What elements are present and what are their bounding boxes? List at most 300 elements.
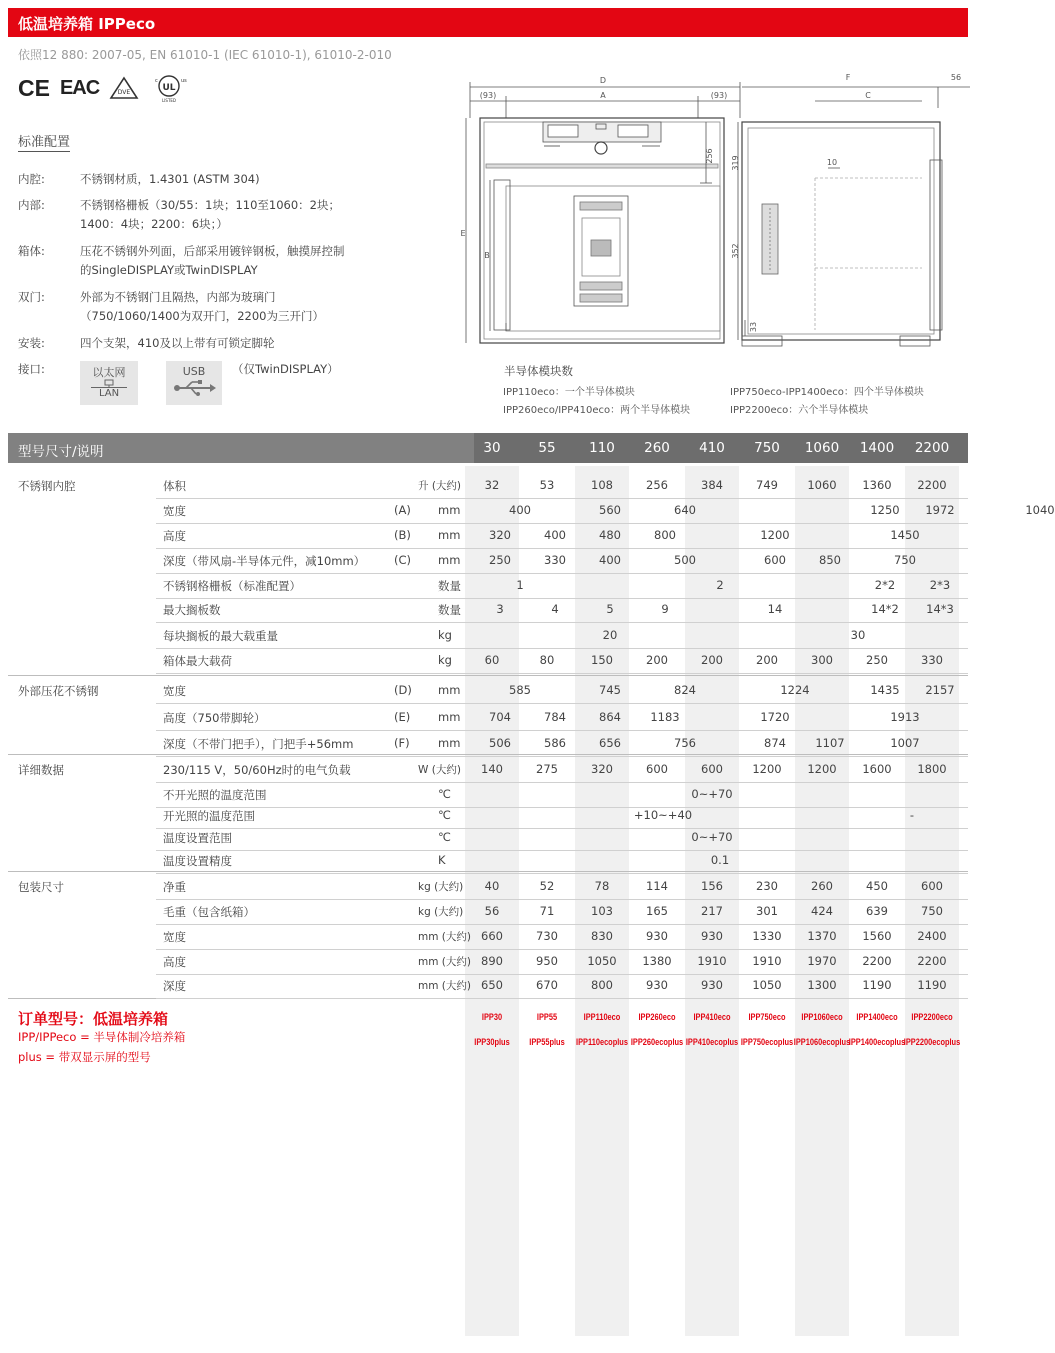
column-stripe xyxy=(465,466,519,1336)
svg-text:LISTED: LISTED xyxy=(162,98,177,103)
table-cell: 217 xyxy=(701,904,723,918)
table-cell: 384 xyxy=(701,478,723,492)
row-unit: kg (大约) xyxy=(418,906,464,918)
row-label: 高度 xyxy=(163,955,186,969)
row-unit: K xyxy=(438,853,446,867)
table-cell: 1970 xyxy=(807,954,837,968)
table-cell: 1200 xyxy=(807,762,837,776)
row-label: 开光照的温度范围 xyxy=(163,809,255,823)
network-icon xyxy=(89,380,129,388)
table-cell: 0~+70 xyxy=(691,830,733,844)
table-cell: 71 xyxy=(539,904,555,918)
table-cell: 300 xyxy=(811,653,833,667)
dimension-drawing xyxy=(460,68,970,358)
table-cell: 2200 xyxy=(917,478,947,492)
semiconductor-note: IPP750eco-IPP1400eco：四个半导体模块 xyxy=(730,387,924,398)
row-unit: mm xyxy=(438,736,461,750)
order-code: IPP2200ecoplus xyxy=(903,1037,961,1048)
table-cell: 1190 xyxy=(862,978,892,992)
lan-label: 以太网 xyxy=(92,366,126,379)
table-cell: 560 xyxy=(599,503,621,517)
table-cell: 480 xyxy=(599,528,621,542)
table-cell: 830 xyxy=(591,929,613,943)
table-cell: 640 xyxy=(674,503,696,517)
table-cell: 14 xyxy=(767,602,783,616)
table-cell: 2200 xyxy=(917,954,947,968)
row-label: 230/115 V，50/60Hz时的电气负载 xyxy=(163,763,351,777)
spec-key: 接口: xyxy=(18,362,45,376)
row-unit: ℃ xyxy=(438,808,451,822)
spec-value: 外部为不锈钢门且隔热，内部为玻璃门 xyxy=(80,290,276,304)
size-column-header: 410 xyxy=(699,440,725,456)
row-unit: ℃ xyxy=(438,830,451,844)
spec-value: 1400：4块；2200：6块；） xyxy=(80,217,228,231)
spec-value: 不锈钢材质，1.4301 (ASTM 304) xyxy=(80,172,260,186)
size-column-header: 2200 xyxy=(914,440,950,456)
order-code: IPP260ecoplus xyxy=(630,1037,684,1048)
svg-text:us: us xyxy=(181,78,187,84)
table-cell: 745 xyxy=(599,683,621,697)
table-cell: 800 xyxy=(654,528,676,542)
row-unit: mm xyxy=(438,710,461,724)
table-cell: - xyxy=(909,808,915,822)
table-cell: 1190 xyxy=(917,978,947,992)
row-code: (D) xyxy=(394,683,412,697)
table-cell: 1360 xyxy=(862,478,892,492)
table-cell: 1913 xyxy=(890,710,920,724)
table-cell: 600 xyxy=(921,879,943,893)
order-code: IPP30plus xyxy=(474,1037,510,1048)
row-divider xyxy=(156,949,968,950)
group-divider xyxy=(8,871,968,872)
row-divider xyxy=(156,598,968,599)
row-label: 箱体最大载荷 xyxy=(163,654,232,668)
order-code: IPP2200eco xyxy=(911,1012,953,1023)
size-column-header: 1400 xyxy=(859,440,895,456)
order-code: IPP110ecoplus xyxy=(576,1037,628,1048)
row-divider xyxy=(156,998,968,999)
table-cell: 1300 xyxy=(807,978,837,992)
table-cell: 1910 xyxy=(697,954,727,968)
table-cell: 1435 xyxy=(870,683,900,697)
row-divider xyxy=(156,807,968,808)
table-cell: 330 xyxy=(544,553,566,567)
table-cell: 2*2 xyxy=(874,578,896,592)
order-code: IPP30 xyxy=(481,1012,503,1023)
table-cell: 1330 xyxy=(752,929,782,943)
usb-interface-badge xyxy=(166,361,222,405)
dim-label-352: 352 xyxy=(731,243,740,259)
table-cell: 3 xyxy=(496,602,504,616)
row-unit: 升 (大约) xyxy=(418,480,462,492)
table-cell: 1720 xyxy=(760,710,790,724)
table-cell: 450 xyxy=(866,879,888,893)
table-cell: 506 xyxy=(489,736,511,750)
row-unit: kg (大约) xyxy=(418,881,464,893)
row-divider xyxy=(156,523,968,524)
size-column-header: 30 xyxy=(483,440,501,456)
dim-label-e: E xyxy=(460,229,466,238)
table-cell: 156 xyxy=(701,879,723,893)
table-cell: 1370 xyxy=(807,929,837,943)
page-title: 低温培养箱 IPPeco xyxy=(18,15,156,33)
table-cell: 424 xyxy=(811,904,833,918)
table-cell: 1560 xyxy=(862,929,892,943)
cabinet-front xyxy=(480,118,724,343)
table-cell: 930 xyxy=(646,978,668,992)
control-knob-icon xyxy=(595,142,607,154)
order-code: IPP750ecoplus xyxy=(740,1037,794,1048)
ce-mark-icon: CE xyxy=(18,74,50,101)
order-note: plus = 带双显示屏的型号 xyxy=(18,1050,151,1064)
row-label: 不开光照的温度范围 xyxy=(163,788,267,802)
size-column-header: 750 xyxy=(754,440,780,456)
certification-logos xyxy=(18,72,189,104)
spec-value: 压花不锈钢外列面，后部采用镀锌钢板，触摸屏控制 xyxy=(80,244,345,258)
table-cell: 250 xyxy=(866,653,888,667)
spec-table xyxy=(8,466,1055,1336)
row-unit: mm xyxy=(438,553,461,567)
row-unit: mm (大约) xyxy=(418,980,471,992)
table-cell: 704 xyxy=(489,710,511,724)
row-unit: kg xyxy=(438,653,452,667)
svg-text:c: c xyxy=(155,78,158,84)
group-divider xyxy=(8,754,968,755)
dim-label-33: 33 xyxy=(749,321,758,333)
title-bar xyxy=(8,8,968,37)
table-cell: 585 xyxy=(509,683,531,697)
row-unit: mm xyxy=(438,683,461,697)
row-divider xyxy=(156,730,968,731)
dim-label-right93: (93) xyxy=(710,91,728,100)
column-stripe xyxy=(575,466,629,1336)
dim-label-left93: (93) xyxy=(479,91,497,100)
spec-key: 内腔: xyxy=(18,172,45,186)
group-divider xyxy=(8,675,968,676)
group-label: 包装尺寸 xyxy=(18,880,64,894)
dim-label-c: C xyxy=(865,91,871,100)
standards-line: 依照12 880: 2007-05, EN 61010-1 (IEC 61010-1), 61010-2-010 xyxy=(18,48,392,62)
table-cell: 1910 xyxy=(752,954,782,968)
table-cell: 2157 xyxy=(925,683,955,697)
table-cell: 670 xyxy=(536,978,558,992)
row-label: 深度（带风扇-半导体元件，减10mm） xyxy=(163,554,366,568)
table-cell: 2200 xyxy=(862,954,892,968)
semiconductor-note: IPP260eco/IPP410eco：两个半导体模块 xyxy=(503,405,691,416)
table-cell: 950 xyxy=(536,954,558,968)
row-label: 深度（不带门把手），门把手+56mm xyxy=(163,737,354,751)
table-cell: 1060 xyxy=(807,478,837,492)
row-divider xyxy=(156,622,968,623)
order-code: IPP110eco xyxy=(583,1012,621,1023)
row-unit: 数量 xyxy=(438,579,461,593)
table-cell: 1380 xyxy=(642,954,672,968)
spec-key: 内部: xyxy=(18,198,45,212)
order-code: IPP260eco xyxy=(638,1012,676,1023)
table-cell: 400 xyxy=(544,528,566,542)
table-cell: 639 xyxy=(866,904,888,918)
table-cell: 750 xyxy=(894,553,916,567)
table-cell: 165 xyxy=(646,904,668,918)
table-cell: 656 xyxy=(599,736,621,750)
table-cell: 0~+70 xyxy=(691,787,733,801)
table-cell: 1050 xyxy=(587,954,617,968)
row-unit: ℃ xyxy=(438,787,451,801)
dim-label-a: A xyxy=(600,91,606,100)
table-cell: 256 xyxy=(646,478,668,492)
order-code: IPP410eco xyxy=(693,1012,731,1023)
row-unit: mm (大约) xyxy=(418,931,471,943)
dim-label-56: 56 xyxy=(950,73,962,82)
table-cell: 200 xyxy=(701,653,723,667)
row-divider xyxy=(156,873,968,874)
row-code: (E) xyxy=(394,710,411,724)
row-divider xyxy=(156,782,968,783)
table-cell: 32 xyxy=(484,478,500,492)
row-label: 每块搁板的最大载重量 xyxy=(163,629,278,643)
row-label: 高度 xyxy=(163,529,186,543)
order-title: 订单型号：低温培养箱 xyxy=(18,1010,169,1028)
row-label: 毛重（包含纸箱） xyxy=(163,905,255,919)
dim-label-10: 10 xyxy=(826,158,838,167)
usb-icon xyxy=(172,380,216,396)
row-code: (A) xyxy=(394,503,411,517)
table-cell: +10~+40 xyxy=(633,808,693,822)
row-label: 宽度 xyxy=(163,930,186,944)
row-divider xyxy=(156,924,968,925)
table-cell: 930 xyxy=(701,929,723,943)
row-divider xyxy=(156,648,968,649)
column-stripe xyxy=(795,466,849,1336)
row-divider xyxy=(156,850,968,851)
row-label: 高度（750带脚轮） xyxy=(163,711,266,725)
table-cell: 600 xyxy=(646,762,668,776)
row-label: 最大搁板数 xyxy=(163,603,221,617)
table-cell: 1600 xyxy=(862,762,892,776)
table-header-label: 型号尺寸/说明 xyxy=(18,444,104,460)
table-cell: 0.1 xyxy=(710,853,730,867)
group-label: 详细数据 xyxy=(18,763,64,777)
table-cell: 400 xyxy=(599,553,621,567)
dve-mark-icon xyxy=(109,76,139,100)
table-cell: 874 xyxy=(764,736,786,750)
order-code: IPP1060eco xyxy=(801,1012,843,1023)
size-column-header: 55 xyxy=(538,440,556,456)
ul-listed-mark-icon xyxy=(149,73,189,103)
row-label: 体积 xyxy=(163,479,186,493)
semiconductor-note: IPP110eco：一个半导体模块 xyxy=(503,387,635,398)
dim-label-d: D xyxy=(599,76,607,85)
svg-text:UL: UL xyxy=(162,83,176,93)
table-cell: 930 xyxy=(701,978,723,992)
interface-note: （仅TwinDISPLAY） xyxy=(232,362,339,376)
svg-text:DVE: DVE xyxy=(117,89,131,96)
table-cell: 200 xyxy=(756,653,778,667)
row-divider xyxy=(156,498,968,499)
semiconductor-note: IPP2200eco：六个半导体模块 xyxy=(730,405,869,416)
row-divider xyxy=(156,573,968,574)
dim-label-f: F xyxy=(845,73,851,82)
table-cell: 850 xyxy=(819,553,841,567)
table-cell: 824 xyxy=(674,683,696,697)
lan-sub-label: LAN xyxy=(98,388,120,399)
table-cell: 1050 xyxy=(752,978,782,992)
row-label: 净重 xyxy=(163,880,186,894)
row-divider xyxy=(156,548,968,549)
table-cell: 320 xyxy=(591,762,613,776)
table-cell: 1450 xyxy=(890,528,920,542)
dim-label-319: 319 xyxy=(731,155,740,171)
table-cell: 1040 xyxy=(1025,503,1055,517)
row-unit: kg xyxy=(438,628,452,642)
row-unit: mm xyxy=(438,503,461,517)
size-column-header: 260 xyxy=(644,440,670,456)
spec-value: 四个支架，410及以上带有可锁定脚轮 xyxy=(80,336,275,350)
order-code: IPP1060ecoplus xyxy=(793,1037,851,1048)
spec-value: 的SingleDISPLAY或TwinDISPLAY xyxy=(80,263,258,277)
row-label: 深度 xyxy=(163,979,186,993)
table-header xyxy=(8,433,968,463)
table-cell: 600 xyxy=(764,553,786,567)
row-unit: 数量 xyxy=(438,603,461,617)
table-cell: 56 xyxy=(484,904,500,918)
table-cell: 80 xyxy=(539,653,555,667)
group-label: 不锈钢内腔 xyxy=(18,479,76,493)
table-cell: 600 xyxy=(701,762,723,776)
order-note: IPP/IPPeco = 半导体制冷培养箱 xyxy=(18,1030,186,1044)
spec-value: 不锈钢格栅板（30/55：1块；110至1060：2块； xyxy=(80,198,340,212)
table-cell: 52 xyxy=(539,879,555,893)
row-divider xyxy=(156,756,968,757)
table-cell: 20 xyxy=(602,628,618,642)
table-cell: 108 xyxy=(591,478,613,492)
table-cell: 4 xyxy=(551,602,559,616)
table-cell: 750 xyxy=(921,904,943,918)
column-stripe xyxy=(905,466,959,1336)
table-cell: 150 xyxy=(591,653,613,667)
order-code: IPP1400eco xyxy=(856,1012,898,1023)
table-cell: 1224 xyxy=(780,683,810,697)
table-cell: 275 xyxy=(536,762,558,776)
table-cell: 784 xyxy=(544,710,566,724)
table-cell: 500 xyxy=(674,553,696,567)
lan-interface-badge xyxy=(80,361,138,405)
order-code: IPP1400ecoplus xyxy=(848,1037,906,1048)
table-cell: 890 xyxy=(481,954,503,968)
size-column-header: 110 xyxy=(589,440,615,456)
table-cell: 40 xyxy=(484,879,500,893)
eac-mark-icon: EAC xyxy=(59,76,100,99)
spec-value: （750/1060/1400为双开门，2200为三开门） xyxy=(80,309,324,323)
table-cell: 78 xyxy=(594,879,610,893)
table-cell: 260 xyxy=(811,879,833,893)
table-cell: 9 xyxy=(661,602,669,616)
usb-label: USB xyxy=(182,365,206,378)
size-column-header: 1060 xyxy=(804,440,840,456)
table-cell: 301 xyxy=(756,904,778,918)
row-code: (B) xyxy=(394,528,411,542)
table-cell: 1200 xyxy=(760,528,790,542)
table-cell: 1800 xyxy=(917,762,947,776)
row-label: 不锈钢格栅板（标准配置） xyxy=(163,579,301,593)
table-cell: 330 xyxy=(921,653,943,667)
row-divider xyxy=(156,703,968,704)
table-cell: 1250 xyxy=(870,503,900,517)
table-cell: 250 xyxy=(489,553,511,567)
table-cell: 930 xyxy=(646,929,668,943)
table-cell: 2 xyxy=(716,578,724,592)
row-divider xyxy=(156,974,968,975)
table-cell: 60 xyxy=(484,653,500,667)
table-cell: 2400 xyxy=(917,929,947,943)
order-code: IPP750eco xyxy=(748,1012,786,1023)
table-cell: 200 xyxy=(646,653,668,667)
order-code: IPP410ecoplus xyxy=(685,1037,739,1048)
row-label: 温度设置精度 xyxy=(163,854,232,868)
table-cell: 800 xyxy=(591,978,613,992)
table-cell: 1 xyxy=(516,578,524,592)
row-unit: mm xyxy=(438,528,461,542)
table-cell: 5 xyxy=(606,602,614,616)
table-cell: 230 xyxy=(756,879,778,893)
table-cell: 730 xyxy=(536,929,558,943)
group-label: 外部压花不锈钢 xyxy=(18,684,99,698)
row-code: (F) xyxy=(394,736,410,750)
row-divider xyxy=(156,828,968,829)
row-label: 宽度 xyxy=(163,504,186,518)
row-unit: W (大约) xyxy=(418,764,461,776)
semiconductor-title: 半导体模块数 xyxy=(504,364,573,378)
row-code: (C) xyxy=(394,553,412,567)
table-cell: 1183 xyxy=(650,710,680,724)
table-cell: 660 xyxy=(481,929,503,943)
table-cell: 320 xyxy=(489,528,511,542)
table-cell: 756 xyxy=(674,736,696,750)
table-cell: 864 xyxy=(599,710,621,724)
dim-label-b: B xyxy=(484,251,490,260)
row-divider xyxy=(156,673,968,674)
row-unit: mm (大约) xyxy=(418,956,471,968)
table-cell: 14*3 xyxy=(926,602,954,616)
table-cell: 103 xyxy=(591,904,613,918)
spec-key: 箱体: xyxy=(18,244,45,258)
table-cell: 1200 xyxy=(752,762,782,776)
table-cell: 14*2 xyxy=(871,602,899,616)
order-code: IPP55 xyxy=(536,1012,558,1023)
table-cell: 749 xyxy=(756,478,778,492)
table-cell: 400 xyxy=(509,503,531,517)
table-cell: 1972 xyxy=(925,503,955,517)
dim-label-256: 256 xyxy=(705,148,714,164)
spec-key: 双门: xyxy=(18,290,45,304)
standard-config-heading: 标准配置 xyxy=(18,131,70,152)
row-divider xyxy=(156,899,968,900)
spec-key: 安装: xyxy=(18,336,45,350)
table-cell: 2*3 xyxy=(929,578,951,592)
table-cell: 53 xyxy=(539,478,555,492)
table-cell: 140 xyxy=(481,762,503,776)
table-cell: 1007 xyxy=(890,736,920,750)
table-cell: 650 xyxy=(481,978,503,992)
row-label: 温度设置范围 xyxy=(163,831,232,845)
table-cell: 30 xyxy=(850,628,866,642)
column-stripe xyxy=(685,466,739,1336)
table-cell: 1107 xyxy=(815,736,845,750)
row-label: 宽度 xyxy=(163,684,186,698)
order-code: IPP55plus xyxy=(529,1037,565,1048)
table-cell: 114 xyxy=(646,879,668,893)
table-cell: 586 xyxy=(544,736,566,750)
